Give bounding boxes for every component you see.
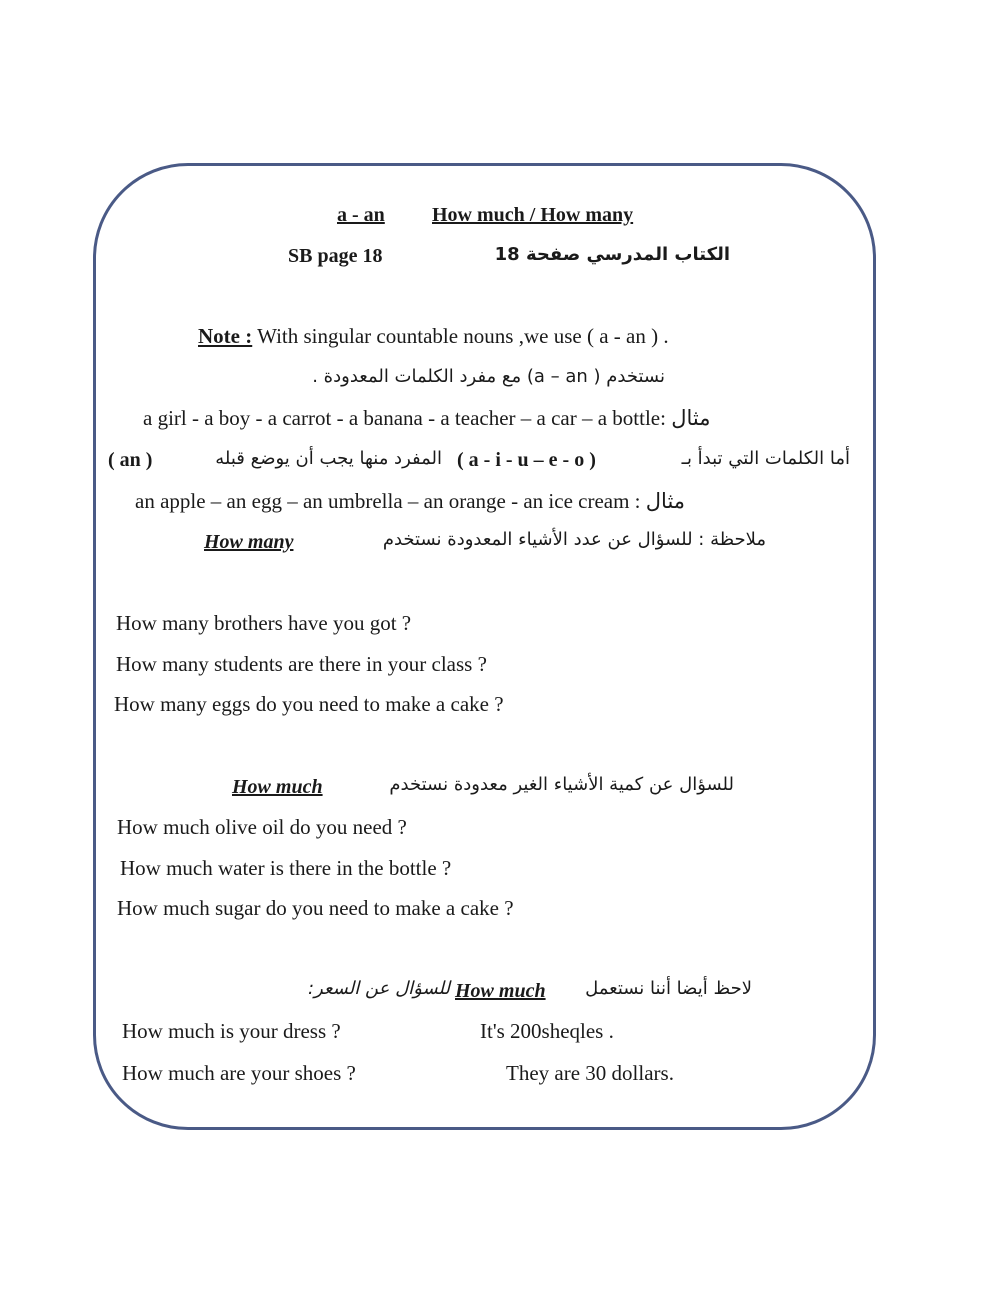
- price-how-much-label: How much: [455, 980, 546, 1002]
- price-question: How much is your dress ?: [122, 1019, 341, 1043]
- price-arabic-pre: لاحظ أيضا أننا نستعمل: [585, 978, 752, 999]
- how-much-label: How much: [232, 776, 323, 798]
- note-label: Note :: [198, 324, 253, 348]
- vowels-list: ( a - i - u – e - o ): [457, 449, 596, 471]
- how-much-example: How much olive oil do you need ?: [117, 815, 407, 839]
- price-answer: It's 200sheqles .: [480, 1019, 614, 1043]
- sb-page-arabic: الكتاب المدرسي صفحة 18: [494, 244, 730, 265]
- note-line: [198, 326, 669, 347]
- how-much-example: How much water is there in the bottle ?: [120, 856, 452, 880]
- how-many-example: How many brothers have you got ?: [116, 611, 412, 635]
- title-how-much-how-many: How much / How many: [432, 204, 634, 226]
- examples-an: an apple – an egg – an umbrella – an orange - an ice cream : مثال: [135, 489, 686, 513]
- price-answer: They are 30 dollars.: [506, 1061, 674, 1085]
- how-much-example: How much sugar do you need to make a cake ?: [117, 896, 514, 920]
- how-many-arabic-intro: ملاحظة : للسؤال عن عدد الأشياء المعدودة نستخدم: [382, 529, 766, 550]
- price-arabic-post: للسؤال عن السعر:: [308, 978, 450, 999]
- vowel-arabic-pre: أما الكلمات التي تبدأ بـ: [681, 448, 850, 469]
- an-paren: ( an ): [108, 449, 153, 471]
- title-a-an: a - an: [337, 204, 385, 226]
- price-question: How much are your shoes ?: [122, 1061, 356, 1085]
- sb-page-label: SB page 18: [288, 245, 383, 267]
- how-much-arabic-intro: للسؤال عن كمية الأشياء الغير معدودة نستخدم: [389, 774, 734, 795]
- how-many-example: How many eggs do you need to make a cake ?: [114, 692, 504, 716]
- note-arabic-line: نستخدم ( a – an) مع مفرد الكلمات المعدودة .: [312, 366, 665, 387]
- how-many-label: How many: [204, 531, 294, 553]
- examples-a: a girl - a boy - a carrot - a banana - a teacher – a car – a bottle: مثال: [143, 406, 711, 430]
- how-many-example: How many students are there in your class ?: [116, 652, 487, 676]
- note-text: With singular countable nouns ,we use ( a - an ) .: [257, 324, 669, 348]
- vowel-arabic-post: المفرد منها يجب أن يوضع قبله: [215, 448, 442, 469]
